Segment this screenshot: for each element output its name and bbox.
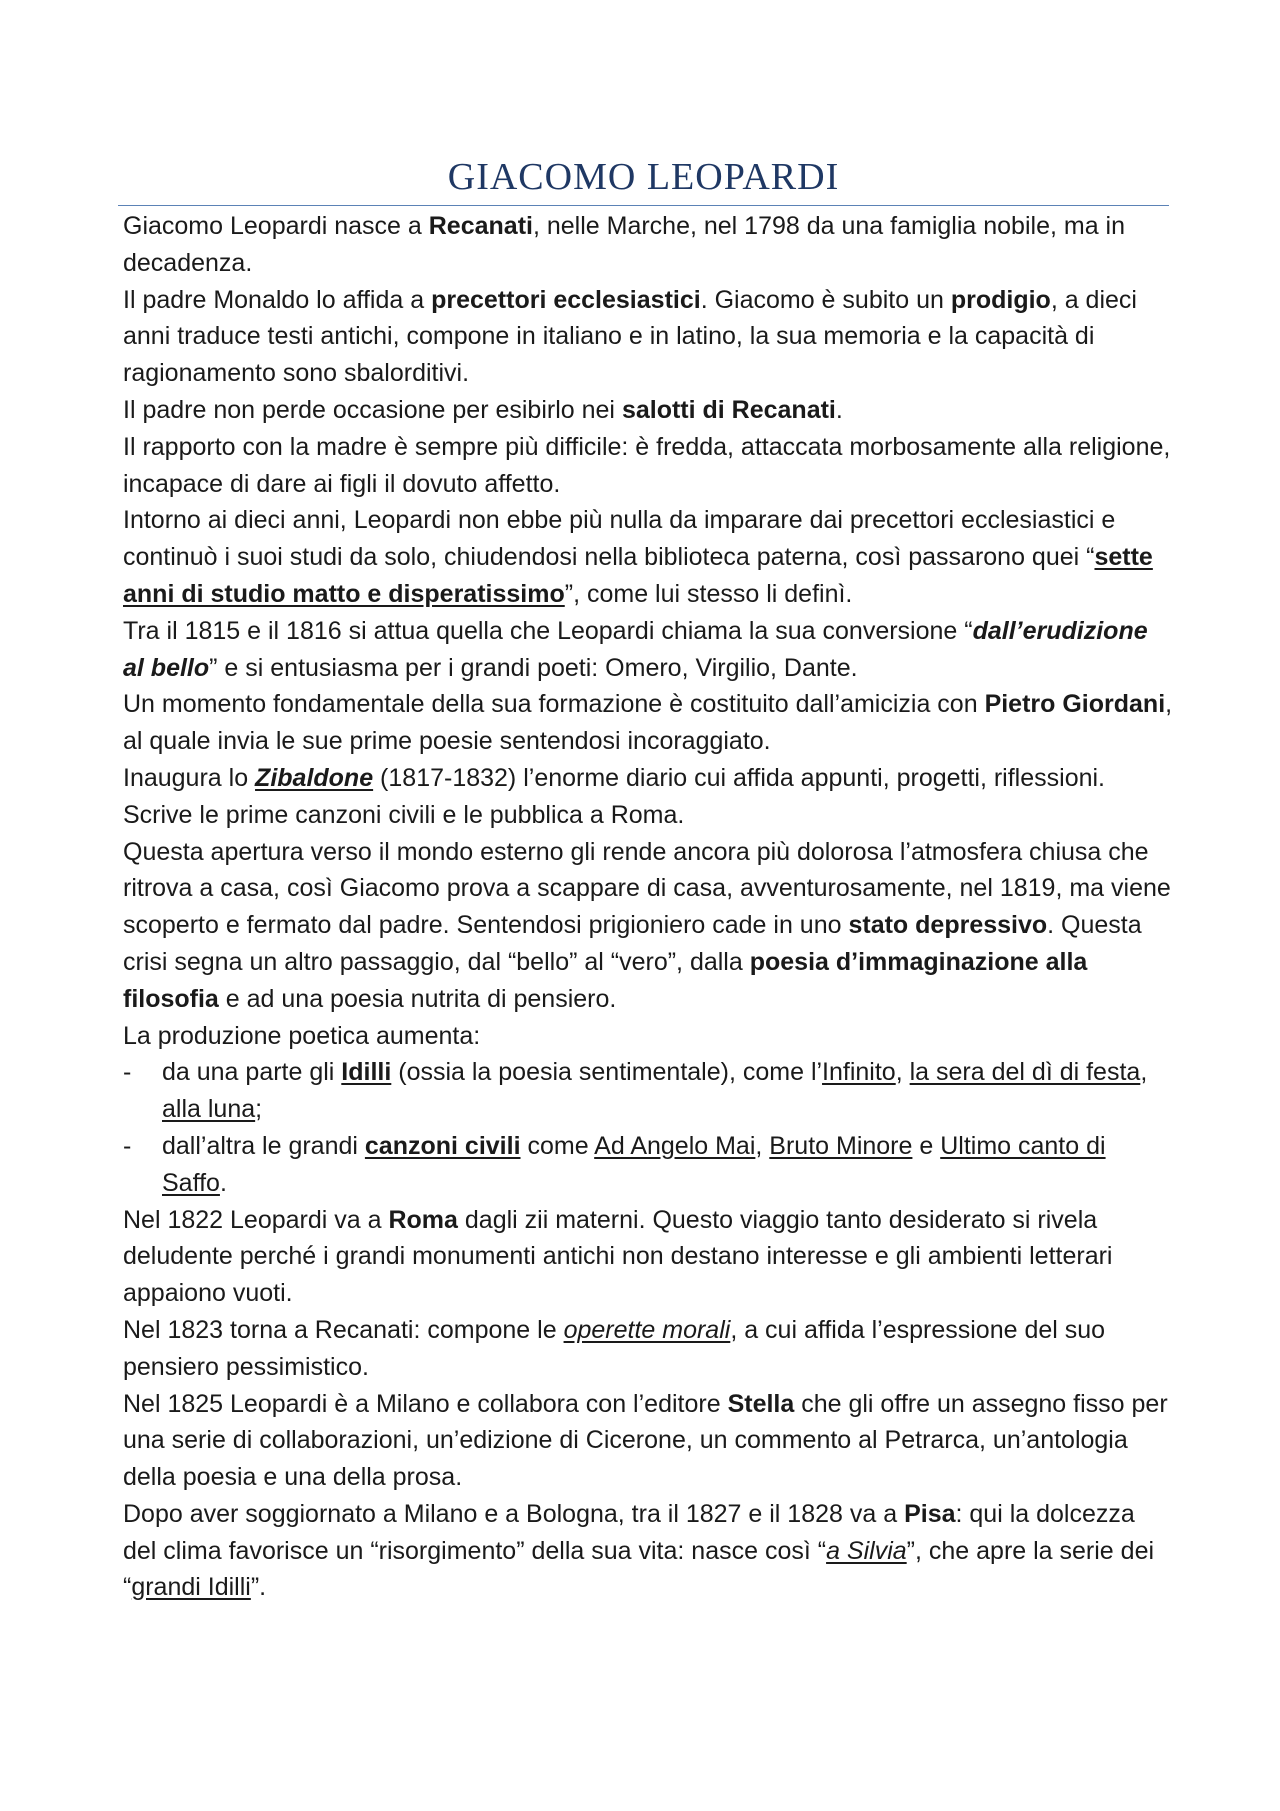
- text: come: [520, 1131, 595, 1160]
- text: Nel 1822 Leopardi va a: [123, 1205, 389, 1234]
- bold-text: precettori ecclesiastici: [431, 285, 701, 314]
- text: ”, come lui stesso li definì.: [564, 579, 853, 608]
- italic-underlined-text: a Silvia: [826, 1536, 907, 1565]
- paragraph-operette: [123, 1312, 1175, 1386]
- underlined-text: Ultimo canto di Saffo: [162, 1131, 1106, 1197]
- list-item-canzoni: [123, 1128, 1175, 1202]
- bold-text: salotti di Recanati: [621, 395, 836, 424]
- text: ”.: [250, 1573, 267, 1602]
- text: Dopo aver soggiornato a Milano e a Bologna, tra il 1827 e il 1828 va a: [123, 1499, 905, 1528]
- paragraph-studies: [123, 502, 1175, 612]
- paragraph-conversion: [123, 613, 1175, 687]
- paragraph-crisis: [123, 834, 1175, 1018]
- paragraph-zibaldone: [123, 760, 1175, 834]
- text: Giacomo Leopardi nasce a: [123, 212, 429, 240]
- text: , a cui affida l’espressione del suo pensiero pessimistico.: [123, 1315, 1106, 1381]
- text: Il padre Monaldo lo affida a: [123, 285, 432, 314]
- list-item-idilli: [123, 1054, 1175, 1128]
- paragraph-pisa: [123, 1496, 1175, 1606]
- bold-text: Stella: [727, 1389, 795, 1418]
- text: ,: [1140, 1058, 1148, 1087]
- text: Nel 1823 torna a Recanati: compone le: [123, 1315, 564, 1344]
- text: (1817-1832) l’enorme diario cui affida appunti, progetti, riflessioni. Scrive le prime canzoni civili e le pubblica a Roma.: [123, 763, 1106, 829]
- text: e ad una poesia nutrita di pensiero.: [218, 984, 617, 1013]
- text: ,: [895, 1058, 910, 1087]
- text: ”, che apre la serie dei “: [123, 1536, 1155, 1602]
- text: : qui la dolcezza del clima favorisce un “risorgimento” della sua vita: nasce così “: [123, 1499, 1135, 1565]
- text: , nelle Marche, nel 1798 da una famiglia nobile, ma in decadenza.: [123, 212, 1125, 277]
- paragraph-giordani: [123, 686, 1175, 760]
- paragraph-salotti: [123, 392, 1175, 429]
- text: .: [835, 395, 843, 424]
- text: dall’altra le grandi: [162, 1131, 365, 1160]
- text: Intorno ai dieci anni, Leopardi non ebbe più nulla da imparare dai precettori ecclesiastici e continuò i suoi studi da solo, chiudendosi nella biblioteca paterna, così passarono quei “: [123, 506, 1116, 572]
- text: ” e si entusiasma per i grandi poeti: Omero, Virgilio, Dante.: [209, 653, 858, 682]
- underlined-text: Bruto Minore: [769, 1131, 913, 1160]
- bold-italic-underlined-text: Zibaldone: [255, 763, 374, 792]
- text: (ossia la poesia sentimentale), come l’: [391, 1058, 823, 1087]
- list-bullet: -: [123, 1131, 132, 1160]
- bold-text: Pietro Giordani: [984, 690, 1166, 719]
- page-title: GIACOMO LEOPARDI: [447, 156, 840, 198]
- underlined-text: la sera del dì di festa: [909, 1058, 1141, 1087]
- text: e: [912, 1131, 941, 1160]
- paragraph-birth: [123, 208, 1175, 282]
- bold-text: Recanati: [428, 212, 533, 240]
- text: Questa apertura verso il mondo esterno gli rende ancora più dolorosa l’atmosfera chiusa che ritrova a casa, così Giacomo prova a scappare di casa, avventurosamente, nel 1819, ma viene scoperto e fermato dal padre. Sentendosi prigioniero cade in uno: [123, 837, 1171, 940]
- underlined-text: grandi Idilli: [131, 1573, 251, 1602]
- text: ,: [755, 1131, 770, 1160]
- text: . Questa crisi segna un altro passaggio, dal “bello” al “vero”, dalla: [123, 911, 1142, 976]
- bold-underlined-text: Idilli: [341, 1058, 392, 1087]
- italic-underlined-text: operette morali: [563, 1315, 731, 1344]
- bold-underlined-text: sette anni di studio matto e disperatissimo: [123, 543, 1153, 608]
- text: Un momento fondamentale della sua formazione è costituito dall’amicizia con: [123, 690, 985, 719]
- text: Il padre non perde occasione per esibirlo nei: [123, 395, 622, 424]
- paragraph-roma: [123, 1202, 1175, 1312]
- paragraph-milano: [123, 1386, 1175, 1496]
- underlined-text: Infinito: [822, 1058, 896, 1087]
- paragraph-father: [123, 282, 1175, 392]
- bold-text: poesia d’immaginazione alla filosofia: [123, 947, 1088, 1013]
- text: .: [219, 1168, 227, 1197]
- bold-italic-text: dall’erudizione al bello: [123, 616, 1148, 682]
- text: , a dieci anni traduce testi antichi, compone in italiano e in latino, la sua memoria e la capacità di ragionamento sono sbalorditivi.: [123, 285, 1137, 388]
- text: che gli offre un assegno fisso per una serie di collaborazioni, un’edizione di Cicerone, un commento al Petrarca, un’antologia della poesia e una della prosa.: [123, 1389, 1168, 1492]
- paragraph-mother: Il rapporto con la madre è sempre più difficile: è fredda, attaccata morbosamente alla religione, incapace di dare ai figli il dovuto affetto.: [123, 432, 1171, 498]
- text: ;: [255, 1095, 263, 1124]
- text: Inaugura lo: [123, 763, 256, 792]
- bold-underlined-text: canzoni civili: [364, 1131, 521, 1160]
- bold-text: Roma: [388, 1205, 458, 1234]
- underlined-text: Ad Angelo Mai: [594, 1131, 756, 1160]
- list-bullet: -: [123, 1058, 132, 1087]
- text: . Giacomo è subito un: [700, 285, 951, 314]
- text: Nel 1825 Leopardi è a Milano e collabora con l’editore: [123, 1389, 728, 1418]
- bold-text: Pisa: [904, 1499, 956, 1528]
- text: da una parte gli: [162, 1058, 342, 1087]
- text: , al quale invia le sue prime poesie sentendosi incoraggiato.: [123, 690, 1173, 756]
- text: Tra il 1815 e il 1816 si attua quella che Leopardi chiama la sua conversione “: [123, 616, 973, 645]
- underlined-text: alla luna: [162, 1095, 256, 1124]
- paragraph-production: La produzione poetica aumenta:: [123, 1021, 481, 1050]
- bold-text: prodigio: [950, 285, 1051, 314]
- title-underline: [118, 205, 1169, 206]
- text: dagli zii materni. Questo viaggio tanto desiderato si rivela deludente perché i grandi monumenti antichi non destano interesse e gli ambienti letterari appaiono vuoti.: [123, 1205, 1113, 1308]
- bold-text: stato depressivo: [848, 911, 1048, 940]
- document-body: [123, 208, 1175, 1606]
